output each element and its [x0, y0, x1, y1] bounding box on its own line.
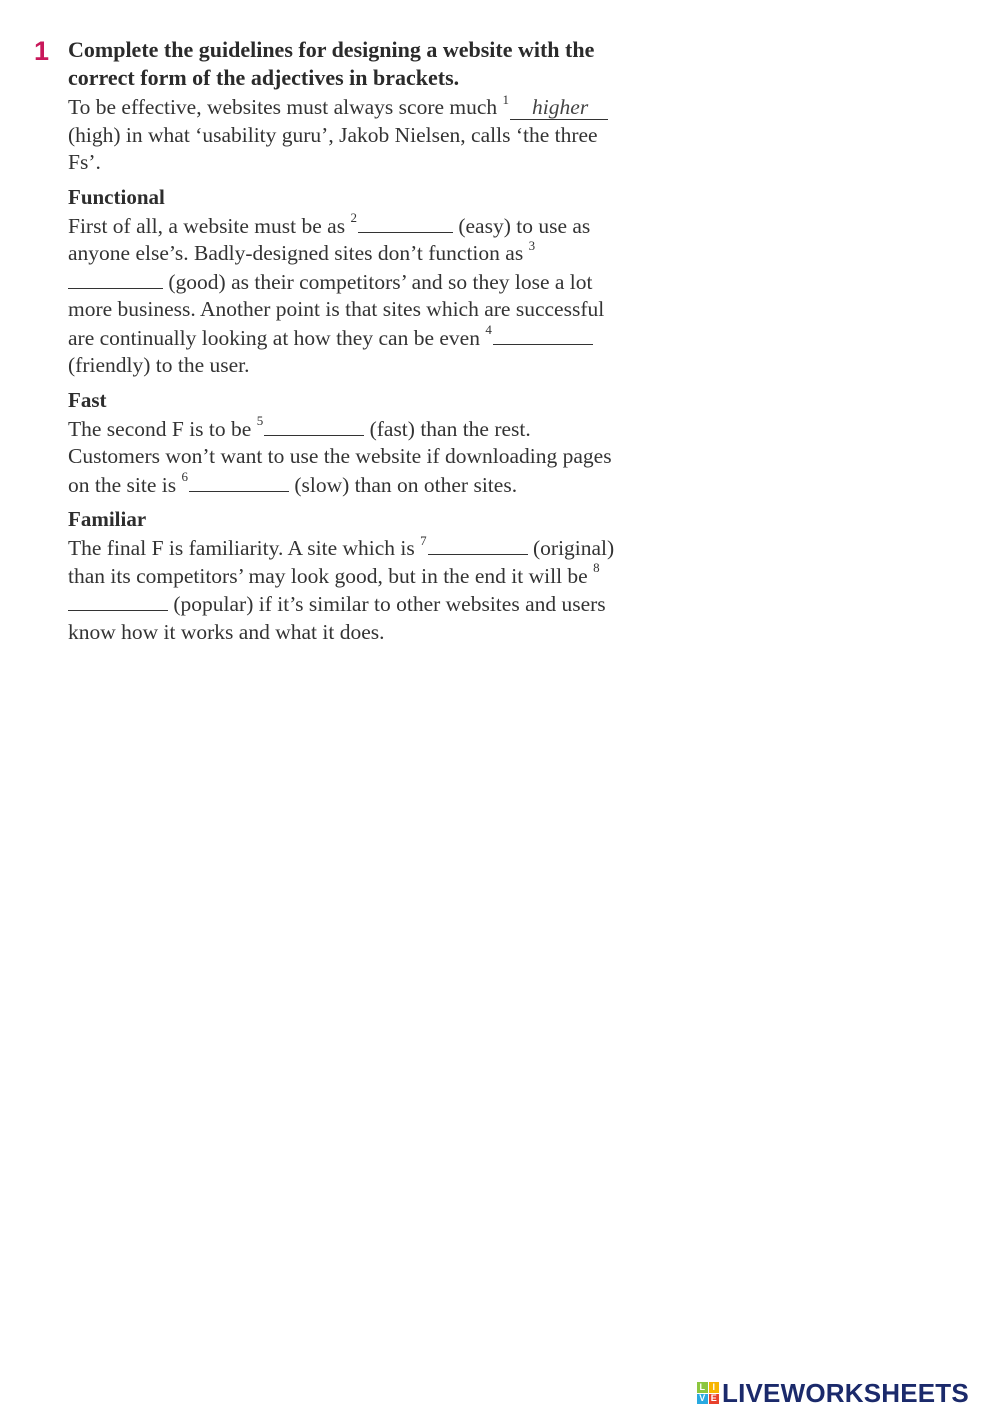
gap-number-4: 4	[485, 322, 492, 338]
intro-text-2: (high) in what ‘usability guru’, Jakob Nielsen, calls ‘the three Fs’.	[68, 122, 598, 174]
fast-text-1: The second F is to be	[68, 416, 252, 441]
heading-familiar: Familiar	[68, 507, 147, 531]
logo-icon-letter-e: E	[709, 1394, 720, 1405]
familiar-text-2: (original) than its competitors’ may look good, but in the end it will be	[68, 536, 615, 588]
heading-fast: Fast	[68, 387, 107, 412]
exercise-number: 1	[34, 36, 50, 66]
gap-number-3: 3	[528, 237, 536, 253]
liveworksheets-logo-icon	[697, 1382, 719, 1404]
gap-number-1: 1	[502, 91, 510, 107]
fast-text-3: (slow) than on other sites.	[294, 472, 518, 497]
gap-number-5: 5	[256, 413, 264, 429]
heading-functional: Functional	[68, 184, 165, 209]
functional-text-1: First of all, a website must be as	[68, 213, 346, 238]
familiar-text-3: (popular) if it’s similar to other websites and users know how it works and what it does.	[68, 592, 606, 644]
intro-paragraph	[68, 91, 628, 177]
answer-gap-3[interactable]	[68, 268, 163, 289]
answer-gap-8[interactable]	[68, 590, 168, 611]
liveworksheets-logo	[697, 1378, 969, 1408]
answer-gap-5[interactable]	[264, 415, 364, 436]
functional-text-3: (good) as their competitors’ and so they lose a lot more business. Another point is that sites which are successful are continually looking at how they can be even	[68, 269, 605, 350]
liveworksheets-logo-text: LIVEWORKSHEETS	[722, 1377, 969, 1408]
functional-text-4: (friendly) to the user.	[68, 353, 250, 377]
fast-paragraph	[68, 415, 628, 500]
gap-number-7: 7	[420, 532, 427, 548]
functional-paragraph	[68, 212, 628, 380]
logo-icon-letter-i: I	[709, 1382, 720, 1393]
logo-icon-letter-v: V	[697, 1394, 708, 1405]
familiar-text-1: The final F is familiarity. A site which is	[68, 536, 415, 560]
answer-gap-4[interactable]	[493, 324, 593, 345]
answer-gap-7[interactable]	[428, 534, 528, 555]
gap-number-2: 2	[350, 210, 357, 226]
familiar-paragraph	[68, 534, 628, 646]
intro-text-1: To be effective, websites must always score much	[68, 95, 498, 119]
answer-gap-2[interactable]	[358, 212, 453, 233]
exercise-block	[34, 36, 634, 646]
logo-icon-letter-l: L	[697, 1382, 708, 1393]
gap-number-8: 8	[593, 560, 600, 576]
gap-number-6: 6	[181, 469, 188, 485]
functional-text-2: (easy) to use as anyone else’s. Badly-designed sites don’t function as	[68, 213, 591, 265]
exercise-instruction: Complete the guidelines for designing a website with the correct form of the adjectives in brackets.	[68, 37, 595, 90]
fast-text-2: (fast) than the rest. Customers won’t want to use the website if downloading pages on the site is	[68, 416, 612, 497]
answer-gap-6[interactable]	[189, 471, 289, 492]
answer-gap-1[interactable]: higher	[510, 95, 608, 120]
